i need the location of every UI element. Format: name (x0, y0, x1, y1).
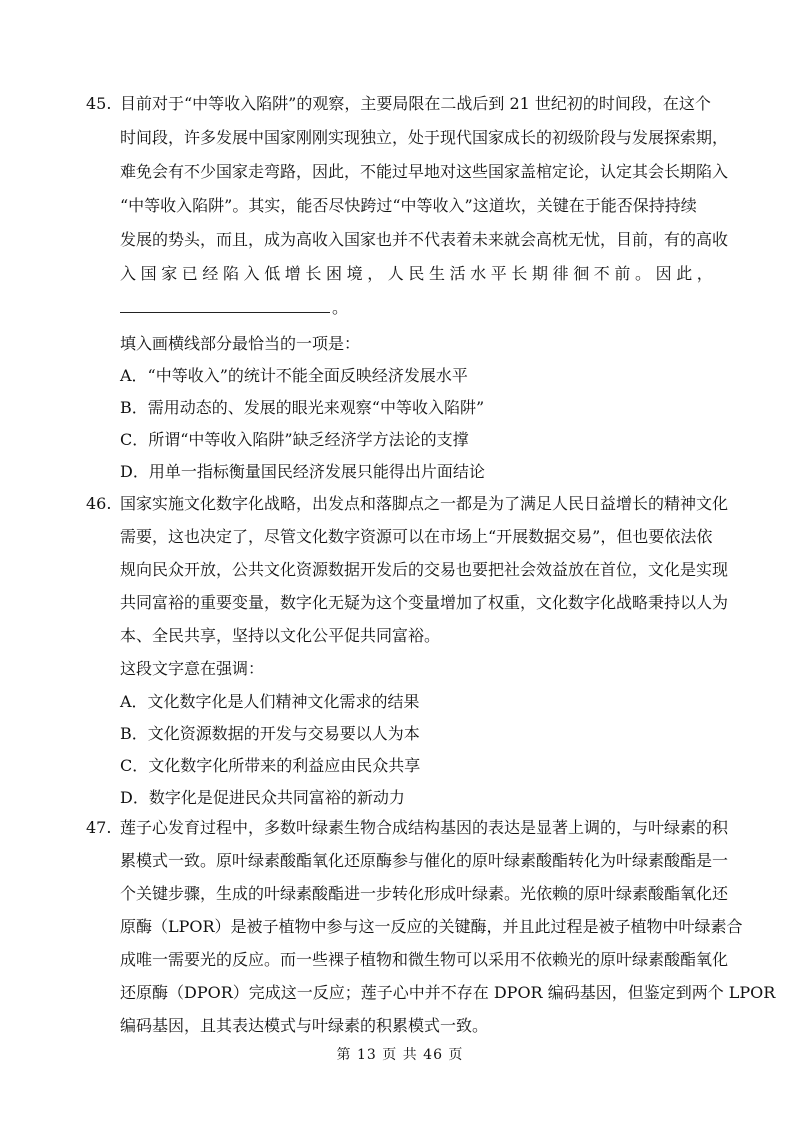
question-number: 47. (86, 818, 112, 837)
option-c: C．文化数字化所带来的利益应由民众共享 (120, 756, 421, 775)
option-b: B．需用动态的、发展的眼光来观察“中等收入陷阱” (120, 398, 485, 417)
paragraph-line: 还原酶（DPOR）完成这一反应；莲子心中并不存在 DPOR 编码基因，但鉴定到两个 LPOR (120, 983, 776, 1002)
question-number: 45. (86, 94, 112, 113)
paragraph-line: 本、全民共享，坚持以文化公平促共同富裕。 (120, 626, 441, 645)
option-d: D．数字化是促进民众共同富裕的新动力 (120, 788, 405, 807)
option-b: B．文化资源数据的开发与交易要以人为本 (120, 724, 420, 743)
paragraph-line: 成唯一需要光的反应。而一些裸子植物和微生物可以采用不依赖光的原叶绿素酸酯氧化 (120, 950, 729, 969)
paragraph-line: 规向民众开放，公共文化资源数据开发后的交易也要把社会效益放在首位，文化是实现 (120, 560, 729, 579)
page-footer: 第 13 页 共 46 页 (336, 1047, 464, 1063)
paragraph-line: 国家实施文化数字化战略，出发点和落脚点之一都是为了满足人民日益增长的精神文化 (120, 494, 729, 513)
answer-blank (120, 298, 330, 313)
option-d: D．用单一指标衡量国民经济发展只能得出片面结论 (120, 462, 485, 481)
paragraph-line: 莲子心发育过程中，多数叶绿素生物合成结构基因的表达是显著上调的，与叶绿素的积 (120, 818, 729, 837)
option-c: C．所谓“中等收入陷阱”缺乏经济学方法论的支撑 (120, 430, 469, 449)
option-a: A．“中等收入”的统计不能全面反映经济发展水平 (120, 366, 468, 385)
paragraph-line: 累模式一致。原叶绿素酸酯氧化还原酶参与催化的原叶绿素酸酯转化为叶绿素酸酯是一 (120, 851, 729, 870)
paragraph-line: 需要，这也决定了，尽管文化数字资源可以在市场上“开展数据交易”，但也要依法依 (120, 527, 713, 546)
question-prompt: 填入画横线部分最恰当的一项是： (120, 334, 361, 353)
paragraph-line: 编码基因，且其表达模式与叶绿素的积累模式一致。 (120, 1016, 489, 1035)
paragraph-line: 时间段，许多发展中国家刚刚实现独立，处于现代国家成长的初级阶段与发展探索期， (120, 128, 729, 147)
question-number: 46. (86, 494, 112, 513)
paragraph-line: 个关键步骤，生成的叶绿素酸酯进一步转化形成叶绿素。光依赖的原叶绿素酸酯氧化还 (120, 884, 729, 903)
blank-suffix: 。 (332, 298, 349, 317)
question-prompt: 这段文字意在强调： (120, 659, 265, 678)
paragraph-line: 发展的势头，而且，成为高收入国家也并不代表着未来就会高枕无忧，目前，有的高收 (120, 230, 729, 249)
paragraph-line: 原酶（LPOR）是被子植物中参与这一反应的关键酶，并且此过程是被子植物中叶绿素合 (120, 917, 743, 936)
answer-blank-line (120, 298, 348, 318)
option-a: A．文化数字化是人们精神文化需求的结果 (120, 692, 420, 711)
paragraph-line: 目前对于“中等收入陷阱”的观察，主要局限在二战后到 21 世纪初的时间段，在这个 (120, 94, 711, 113)
paragraph-line: 入国家已经陷入低增长困境，人民生活水平长期徘徊不前。因此， (120, 264, 718, 283)
paragraph-line: 难免会有不少国家走弯路，因此，不能过早地对这些国家盖棺定论，认定其会长期陷入 (120, 162, 729, 181)
paragraph-line: “中等收入陷阱”。其实，能否尽快跨过“中等收入”这道坎，关键在于能否保持持续 (120, 196, 697, 215)
paragraph-line: 共同富裕的重要变量，数字化无疑为这个变量增加了权重，文化数字化战略秉持以人为 (120, 593, 729, 612)
